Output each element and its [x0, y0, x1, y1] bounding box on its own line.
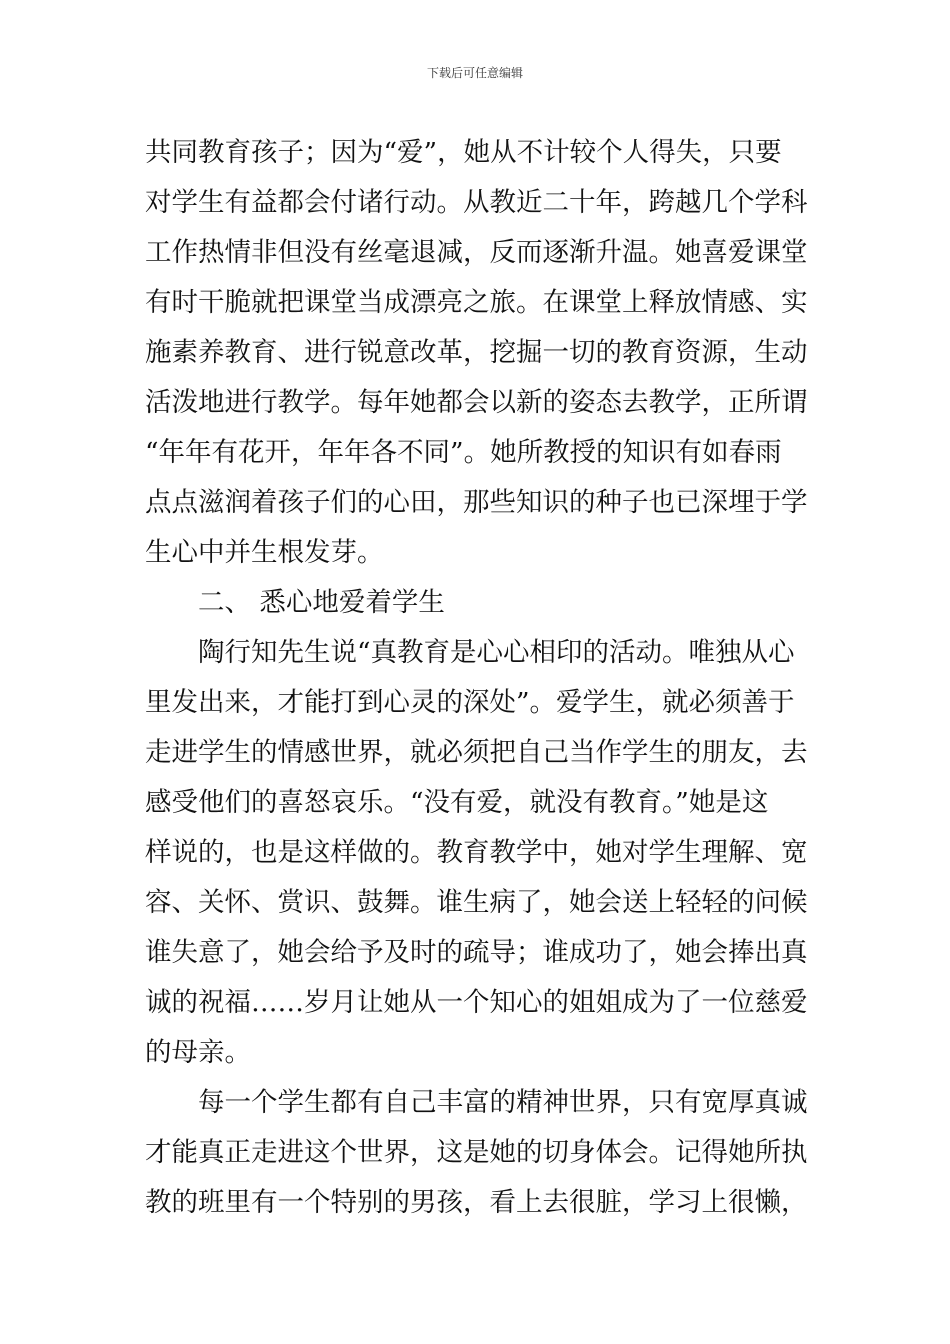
text-line: 共同教育孩子；因为“爱”，她从不计较个人得失，只要 [145, 137, 782, 168]
text-line: 活泼地进行教学。每年她都会以新的姿态去教学，正所谓 [145, 387, 808, 418]
text-line: 每一个学生都有自己丰富的精神世界，只有宽厚真诚 [198, 1087, 808, 1118]
text-line: 的母亲。 [145, 1037, 251, 1068]
text-line: 工作热情非但没有丝毫退减，反而逐渐升温。她喜爱课堂 [145, 237, 808, 268]
page-header: 下载后可任意编辑 [426, 66, 523, 80]
text-line: 教的班里有一个特别的男孩，看上去很脏，学习上很懒， [145, 1187, 808, 1218]
text-line: 对学生有益都会付诸行动。从教近二十年，跨越几个学科 [145, 187, 808, 218]
text-line: 里发出来，才能打到心灵的深处”。爱学生，就必须善于 [145, 687, 795, 718]
text-line: 二、 悉心地爱着学生 [198, 587, 445, 618]
text-line: 有时干脆就把课堂当成漂亮之旅。在课堂上释放情感、实 [145, 287, 808, 318]
text-line: 生心中并生根发芽。 [145, 537, 384, 568]
text-line: 诚的祝福……岁月让她从一个知心的姐姐成为了一位慈爱 [145, 987, 808, 1018]
text-line: “年年有花开，年年各不同”。她所教授的知识有如春雨 [145, 437, 782, 468]
text-line: 点点滋润着孩子们的心田，那些知识的种子也已深埋于学 [145, 487, 808, 518]
text-line: 样说的，也是这样做的。教育教学中，她对学生理解、宽 [145, 837, 808, 868]
body-text [145, 128, 815, 1228]
text-line: 感受他们的喜怒哀乐。“没有爱，就没有教育。”她是这 [145, 787, 769, 818]
text-line: 容、关怀、赏识、鼓舞。谁生病了，她会送上轻轻的问候 [145, 887, 808, 918]
text-line: 陶行知先生说“真教育是心心相印的活动。唯独从心 [198, 637, 795, 668]
text-line: 谁失意了，她会给予及时的疏导；谁成功了，她会捧出真 [145, 937, 808, 968]
text-line: 施素养教育、进行锐意改革，挖掘一切的教育资源，生动 [145, 337, 808, 368]
text-line: 走进学生的情感世界，就必须把自己当作学生的朋友，去 [145, 737, 808, 768]
text-line: 才能真正走进这个世界，这是她的切身体会。记得她所执 [145, 1137, 808, 1168]
